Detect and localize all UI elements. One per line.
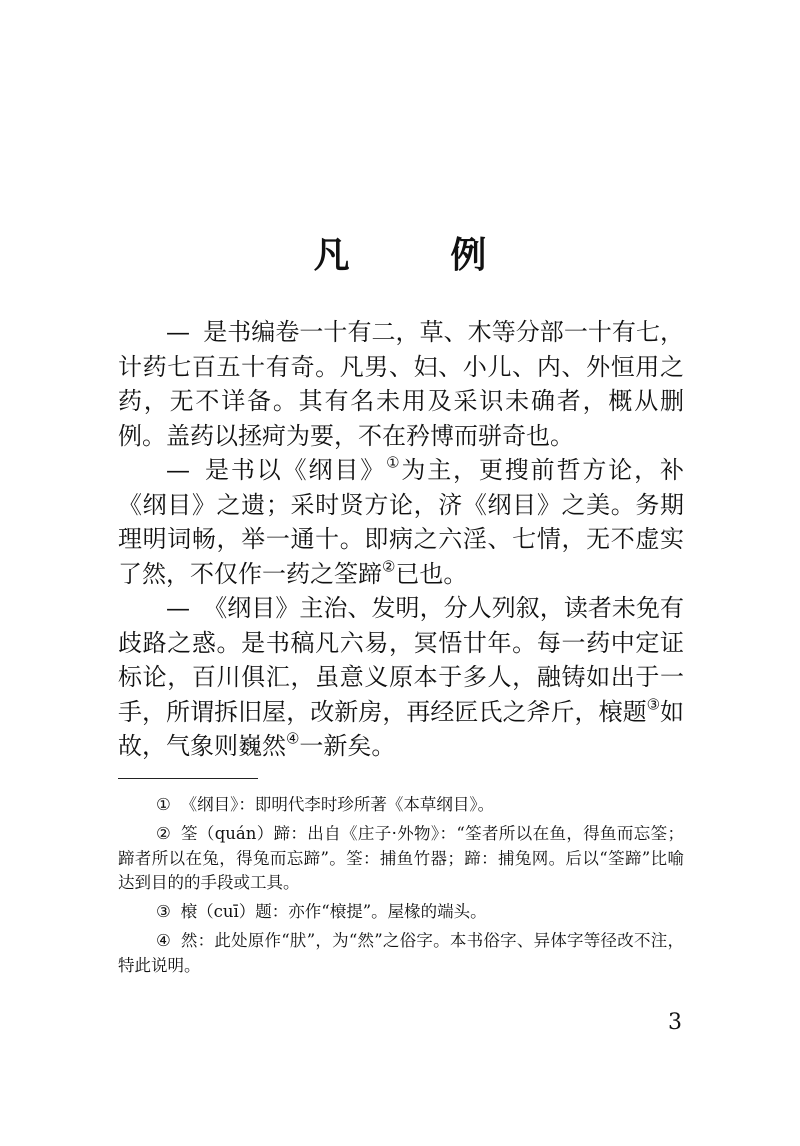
paragraph-3	[118, 591, 684, 764]
page-number: 3	[668, 1010, 682, 1035]
paragraph-dash: —	[166, 594, 190, 622]
footnote-number: ④	[155, 930, 171, 950]
page-title: 凡 例	[313, 234, 519, 277]
paragraph-text: 已也。	[395, 559, 468, 588]
footnote-divider	[118, 778, 258, 779]
footnote-text: 《纲目》：即明代李时珍所著《本草纲目》。	[180, 795, 495, 814]
paragraph-dash: —	[166, 456, 190, 484]
paragraph-text: 一新矣。	[299, 732, 396, 760]
paragraph-dash: —	[166, 318, 190, 346]
footnote-number: ①	[155, 795, 171, 814]
footnote-2	[118, 822, 684, 896]
paragraph-text: 是书以《纲目》	[203, 456, 387, 484]
footnote-4	[118, 929, 684, 979]
main-text	[118, 315, 684, 764]
paragraph-2	[118, 453, 684, 591]
footnote-text: 榱（cuī）题：亦作“榱提”。屋椽的端头。	[180, 902, 487, 922]
paragraph-text: 《纲目》主治、发明，分人列叙，读者未免有歧路之惑。是书稿凡六易，冥悟廿年。每一药中定证标论，百川俱汇，虽意义原本于多人，融铸如出于一手，所谓拆旧屋，改新房，再经匠氏之斧斤，榱题	[118, 594, 684, 726]
paragraph-text: 是书编卷一十有二，草、木等分部一十有七，计药七百五十有奇。凡男、妇、小儿、内、外恒用之药，无不详备。其有名未用及采识未确者，概从删例。盖药以拯疴为要，不在矜博而骈奇也。	[118, 318, 684, 450]
footnote-ref-2[interactable]: ②	[382, 557, 396, 576]
footnote-ref-3[interactable]: ③	[646, 695, 661, 714]
footnote-number: ③	[155, 902, 171, 922]
footnote-ref-4[interactable]: ④	[286, 729, 300, 748]
footnote-text: 筌（quán）蹄：出自《庄子·外物》：“筌者所以在鱼，得鱼而忘筌；蹄者所以在兔，得兔而忘蹄”。筌：捕鱼竹器；蹄：捕兔网。后以“筌蹄”比喻达到目的的手段或工具。	[118, 823, 684, 893]
paragraph-1	[118, 315, 684, 453]
footnote-number: ②	[155, 823, 172, 843]
footnote-3	[118, 900, 684, 925]
paragraph-text: 如故，气象则巍然	[118, 697, 685, 760]
footnote-1	[118, 793, 684, 818]
footnote-text: 然：此处原作“肰”，为“然”之俗字。本书俗字、异体字等径改不注，特此说明。	[118, 930, 684, 975]
footnote-ref-1[interactable]: ①	[386, 453, 402, 472]
footnotes	[118, 793, 684, 983]
paragraph-text: 为主，更搜前哲方论，补《纲目》之遗；采时贤方论，济《纲目》之美。务期理明词畅，举一通十。即病之六淫、七情，无不虚实了然，不仅作一药之筌蹄	[118, 456, 684, 588]
